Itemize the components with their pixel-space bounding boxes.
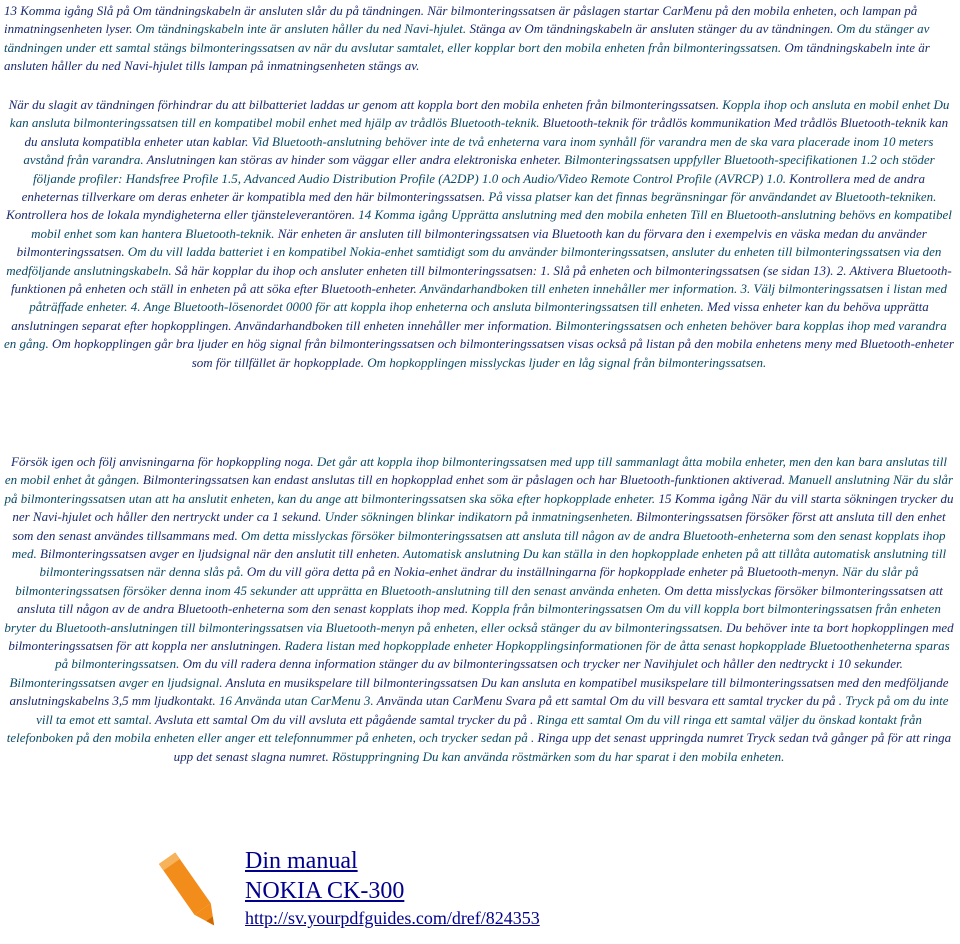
text-span: Automatisk anslutning Du kan ställa in den hopkopplade enheten på att tillåta automatisk anslutning till bilmonteringssatsen när denna slås på. [39,546,947,580]
text-span: Ringa ett samtal Om du vill ringa ett samtal väljer du önskad kontakt från telefonboken på den mobila enheten eller anger ett telefonnummer på enheten, och trycker sedan på . [6,711,922,746]
footer-link-list [245,847,540,930]
paragraph-intro [4,2,954,76]
text-span: Kontrollera med de andra enheternas tillverkare om deras enheter är kompatibla med den här bilmonteringssatsen. [21,170,925,205]
text-span: Om hopkopplingen misslyckas ljuder en låg signal från bilmonteringssatsen. [367,354,767,370]
text-span: 15 Komma igång När du vill starta sökningen trycker du ner Navi-hjulet och håller den nertryckt under ca 1 sekund. [12,490,954,525]
text-span: Anslutningen kan störas av hinder som väggar eller andra elektroniska enheter. [146,152,565,168]
text-span: Under sökningen blinkar indikatorn på inmatningsenheten. [324,509,637,525]
text-span: Om tändningskabeln inte är ansluten håller du ned Navi-hjulet tills lampan på inmatningsenheten stängs av. [4,39,930,74]
text-span: Om hopkopplingen går bra ljuder en hög signal från bilmonteringssatsen och bilmonteringssatsen visas också på listan på den mobila enhetens meny med Bluetooth-enheter som för tillfället är hopkopplade. [52,336,954,370]
text-span: Bilmonteringssatsen försöker först att ansluta till den enhet som den senast användes tillsammans med. [12,509,946,543]
text-span: Vid Bluetooth-anslutning behöver inte de två enheterna vara inom synhåll för varandra men de ska vara placerade inom 10 meters avstånd från varandra. [23,133,934,168]
text-span: När du slagit av tändningen förhindrar du att bilbatteriet laddas ur genom att koppla bort den mobila enheten från bilmonteringssatsen. [8,97,723,112]
text-span: Manuell anslutning När du slår på bilmonteringssatsen utan att ha anslutit enheten, kan du ange att bilmonteringssatsen ska söka efter hopkopplade enheter. [4,472,954,506]
text-span: 14 Komma igång Upprätta anslutning med den mobila enheten Till en Bluetooth-anslutning behövs en kompatibel mobil enhet som kan hantera Bluetooth-teknik. [31,207,952,241]
text-span: Om du stänger av tändningen under ett samtal stängs bilmonteringssatsen av när du avslutar samtalet, eller kopplar bort den mobila enheten från bilmonteringssatsen. [4,21,930,55]
text-span: Användarhandboken till enheten innehåller mer information. 3. Välj bilmonteringssatsen i listan med påträffade enheter. 4. Ange Bluetooth-lösenordet 0000 för att koppla ihop enheterna och ansluta bilmonteringssatsen till enheten. [29,281,948,315]
text-span: Ansluta en musikspelare till bilmonteringssatsen Du kan ansluta en kompatibel musikspelare till bilmonteringssatsen med den medföljande anslutningskabelns 3,5 mm ljudkontakt. [9,674,949,709]
text-span: Om tändningskabeln inte är ansluten håller du ned Navi-hjulet. [135,21,470,37]
text-span: Du behöver inte ta bort hopkopplingen med bilmonteringssatsen för att koppla ner anslutningen. [8,619,954,654]
text-span: Med vissa enheter kan du behöva upprätta anslutningen separat efter hopkopplingen. Användarhandboken till enheten innehåller mer information. [11,299,929,333]
text-span: Bluetooth-teknik för trådlös kommunikation Med trådlös Bluetooth-teknik kan du ansluta kompatibla enheter utan kablar. [24,115,949,149]
text-span: När enheten är ansluten till bilmonteringssatsen via Bluetooth kan du förvara den i exempelvis en väska medan du använder bilmonteringssatsen. [16,225,927,260]
footer-links-area [150,843,950,939]
text-span: Ringa upp det senast uppringda numret Tryck sedan två gånger på för att ringa upp det senast slagna numret. [173,730,952,764]
text-span: Försök igen och följ anvisningarna för hopkoppling noga. [11,454,317,469]
pencil-logo-icon [150,843,230,939]
text-span: Koppla ihop och ansluta en mobil enhet Du kan ansluta bilmonteringssatsen till en kompatibel mobil enhet med hjälp av trådlös Bluetooth-teknik. [9,97,950,131]
text-span: Om detta misslyckas försöker bilmonteringssatsen att ansluta till någon av de andra Bluetooth-enheterna som den senast kopplats ihop med. [17,582,943,617]
text-span: Så här kopplar du ihop och ansluter enheten till bilmonteringssatsen: 1. Slå på enheten och bilmonteringssatsen (se sidan 13). 2. Aktivera Bluetooth-funktionen på enheten och ställ in enheten på att söka efter Bluetooth-enheter. [10,262,952,297]
text-span: Röstuppringning Du kan använda röstmärken som du har sparat i den mobila enheten. [331,748,785,764]
text-span: Om du vill radera denna information stänger du av bilmonteringssatsen och trycker ner Navihjulet och håller den nedtryckt i 10 sekunder. [182,656,903,672]
text-span: Bilmonteringssatsen kan endast anslutas till en hopkopplad enhet som är påslagen och har Bluetooth-funktionen aktiverad. [142,472,789,488]
product-link[interactable]: NOKIA CK-300 [245,878,405,904]
text-span: Använda utan CarMenu Svara på ett samtal Om du vill besvara ett samtal trycker du på . [376,693,846,709]
text-span: På vissa platser kan det finnas begränsningar för användandet av Bluetooth-tekniken. [488,189,937,205]
text-span: Avsluta ett samtal Om du vill avsluta ett pågående samtal trycker du på . [155,711,537,727]
text-span: 13 Komma igång Slå på Om tändningskabeln är ansluten slår du på tändningen. När bilmonteringssatsen är påslagen startar CarMenu på den mobila enheten, och lampan på inmatningsenheten lyser. [4,3,918,37]
text-span: Om du vill ladda batteriet i en kompatibel Nokia-enhet samtidigt som du använder bilmonteringssatsen, ansluter du enheten till bilmonteringssatsen via den medföljande anslutningskabeln. [6,244,942,278]
paragraph-bluetooth [4,96,954,372]
text-span: Bilmonteringssatsen uppfyller Bluetooth-specifikationen 1.2 och stöder följande profiler: Handsfree Profile 1.5, Advanced Audio Distribution Profile (A2DP) 1.0 och Audio/Video Remote Control Profile (AVRCP) 1.0. [33,152,935,186]
text-span: Bilmonteringssatsen och enheten behöver bara kopplas ihop med varandra en gång. [4,317,947,352]
paragraph-pairing [4,453,954,766]
text-span: Om du vill göra detta på en Nokia-enhet ändrar du inställningarna för hopkopplade enheter på Bluetooth-menyn. [246,564,843,580]
text-span: Koppla från bilmonteringssatsen Om du vill koppla bort bilmonteringssatsen från enheten bryter du Bluetooth-anslutningen till bilmonteringssatsen via Bluetooth-menyn på enheten, eller också stänger du av bilmonteringssatsen. [4,601,941,635]
text-span: Bilmonteringssatsen avger en ljudsignal när den anslutit till enheten. [40,546,404,562]
text-span: Det går att koppla ihop bilmonteringssatsen med upp till sammanlagt åtta mobila enheter, men den kan bara anslutas till en mobil enhet åt gången. [4,454,947,488]
text-span: Stänga av Om tändningskabeln är ansluten stänger du av tändningen. [469,21,837,37]
manual-link[interactable]: Din manual [245,848,358,874]
url-link[interactable]: http://sv.yourpdfguides.com/dref/824353 [245,908,540,928]
text-span: 16 Använda utan CarMenu 3. [218,693,377,709]
text-span: Om detta misslyckas försöker bilmonteringssatsen att ansluta till någon av de andra Bluetooth-enheterna som den senast kopplats ihop med. [11,527,946,562]
text-span: Bilmonteringssatsen avger en ljudsignal. [9,674,226,690]
text-span: Radera listan med hopkopplade enheter Hopkopplingsinformationen för de åtta senast hopkopplade Bluetoothenheterna sparas på bilmonteringssatsen. [55,638,950,672]
text-span: Tryck på om du inte vill ta emot ett samtal. [36,693,949,727]
text-span: Kontrollera hos de lokala myndigheterna eller tjänsteleverantören. [6,207,359,223]
text-span: När du slår på bilmonteringssatsen försöker denna inom 45 sekunder att upprätta en Bluetooth-anslutning till den senast använda enheten. [15,564,919,598]
